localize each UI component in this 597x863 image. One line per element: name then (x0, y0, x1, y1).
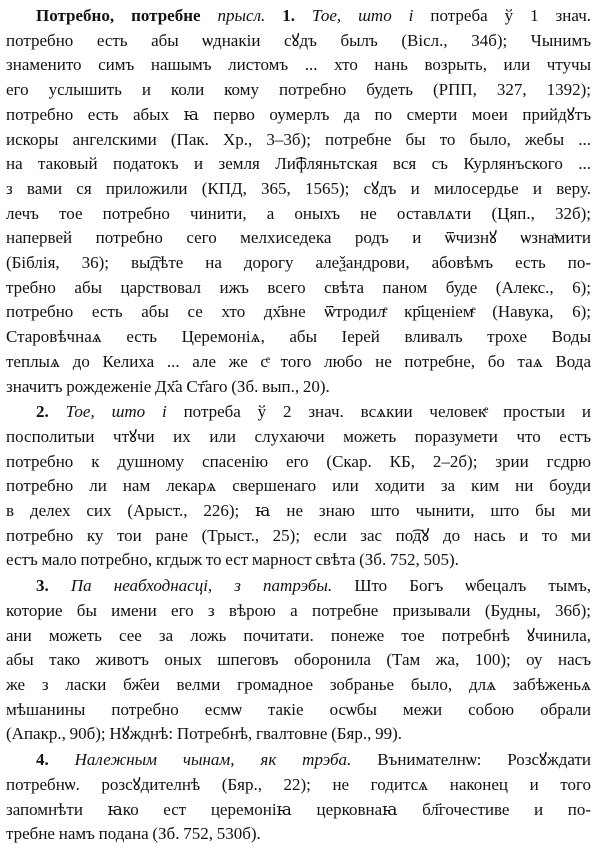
text-line: потребно к душному спасенію его (Скар. КБ, 2–2б); зрии гсдрю (6, 451, 591, 471)
text-line: мѣшанины потребно есмѡ такіе осѡбы межи собою обрали (6, 699, 591, 719)
entry-sense-4 (6, 748, 591, 847)
text-line: значитъ рождеженіе Дх҃а Ст҃аго (Зб. вып., 20). (6, 376, 330, 396)
entry-sense-1 (6, 4, 591, 399)
text-line: естъ мало потребно, кгдыж то ест марност свѣта (Зб. 752, 505). (6, 550, 459, 570)
text-line: абы тако животъ оных шпеговъ оборонила (Там жа, 100); оу насъ (6, 650, 591, 670)
text-line: (Біблія, 36); вы͡дѣте на дорогу алеѯандрови, абовѣмъ есть по- (6, 253, 591, 273)
text-line: искоры ангелскими (Пак. Хр., 3–3б); потребне бы то было, жебы ... (6, 129, 591, 149)
text-line: Старовѣчнаѧ есть Церемоніѧ, абы Іерей вливалъ трохе Воды (6, 327, 591, 347)
text-line: потребно есть абы се хто дх҃вне ѿтродилͤ кр҃щеніемͤ (Навука, 6); (6, 302, 591, 322)
sense-number: 2. (36, 402, 49, 422)
sense-definition: Па неабходнасці, з патрэбы. (70, 576, 333, 596)
text-line: же з ласки бж҃еи велми громадное зобранье было, длѧ забѣженьѧ (6, 674, 591, 694)
text-line (6, 4, 591, 29)
text-line: ани можеть сее за ложь почитати. понеже тое потребнѣ ꙋчинила, (6, 625, 591, 645)
text-line: потребно есть абы ѡднакіи сꙋдъ былъ (Вісл., 34б); Чынимъ (6, 30, 591, 50)
text-line: потребно ли нам лекарѧ свершенаго или ходити за ким ни боуди (6, 476, 591, 496)
part-of-speech: прысл. (217, 6, 266, 25)
line-text: Што Богъ ѡбецалъ тымъ, (354, 576, 591, 596)
text-line: (Апакр., 90б); Нꙋжднѣ: Потребнѣ, гвалтовне (Бяр., 99). (6, 724, 403, 744)
headword: Потребно, потребне (36, 6, 201, 25)
sense-number: 4. (36, 750, 49, 770)
sense-definition: Належным чынам, як трэба. (74, 750, 352, 770)
text-line: знаменито симъ нашымъ листомъ ... хто нань возрыть, или чтучы (6, 55, 591, 75)
line-text: потреба ў 2 знач. всѧкии человекͤ простыи и (183, 402, 592, 422)
text-line: посполитыи чтꙋчи их или слухаючи можеть поразумети что естъ (6, 426, 591, 446)
text-line (6, 748, 591, 773)
sense-number: 3. (36, 576, 49, 596)
text-line (6, 574, 591, 599)
text-line: требно абы царствовал ижъ всего свѣта паном буде (Алекс., 6); (6, 277, 591, 297)
text-line: которие бы имени его з вѣрою а потребне призывали (Будны, 36б); (6, 600, 591, 620)
text-line: его услышить и коли кому потребно будеть (РПП, 327, 1392); (6, 80, 591, 100)
line-text: потреба ў 1 знач. (430, 6, 592, 25)
text-line: напервей потребно сего мелхиседека родъ и ѿчизнꙋ ѡзнаͣмити (6, 228, 591, 248)
sense-definition: Тое, што і (65, 402, 167, 422)
text-line: на таковый податокъ и земля Ли͡фляньтская вся съ Курлянъского ... (6, 154, 591, 174)
text-line: потребнѡ. розсꙋдителнѣ (Бяр., 22); не годитсѧ наконец и того (6, 774, 591, 794)
text-line: запомнѣти ꙗко ест церемоніꙗ церковнаꙗ бл҃гочестиве и по- (6, 799, 591, 819)
entry-sense-3 (6, 574, 591, 747)
text-line: з вами ся приложили (КПД, 365, 1565); сꙋдъ и милосердье и веру. (6, 178, 591, 198)
sense-number: 1. (282, 6, 295, 25)
sense-definition: Тое, што і (311, 6, 414, 25)
text-line: теплыѧ до Келиха ... але же сͤ того любо не потребне, бо таѧ Вода (6, 351, 591, 371)
text-line: лечъ тое потребно чинити, а оныхъ не оставлѧти (Цяп., 32б); (6, 203, 591, 223)
text-line: требне намъ подана (Зб. 752, 530б). (6, 824, 261, 844)
line-text: Вънимателнѡ: Розсꙋждати (377, 750, 591, 770)
text-line: потребно есть абых ꙗ перво оумерлъ да по смерти моеи прийдꙋтъ (6, 104, 591, 124)
text-line (6, 400, 591, 425)
text-line: в делех сих (Арыст., 226); ꙗ не знаю што чынити, што бы ми (6, 501, 591, 521)
entry-sense-2 (6, 400, 591, 573)
text-line: потребно ку тои ране (Трыст., 25); если зас по͡дꙋ до нась и то ми (6, 525, 591, 545)
